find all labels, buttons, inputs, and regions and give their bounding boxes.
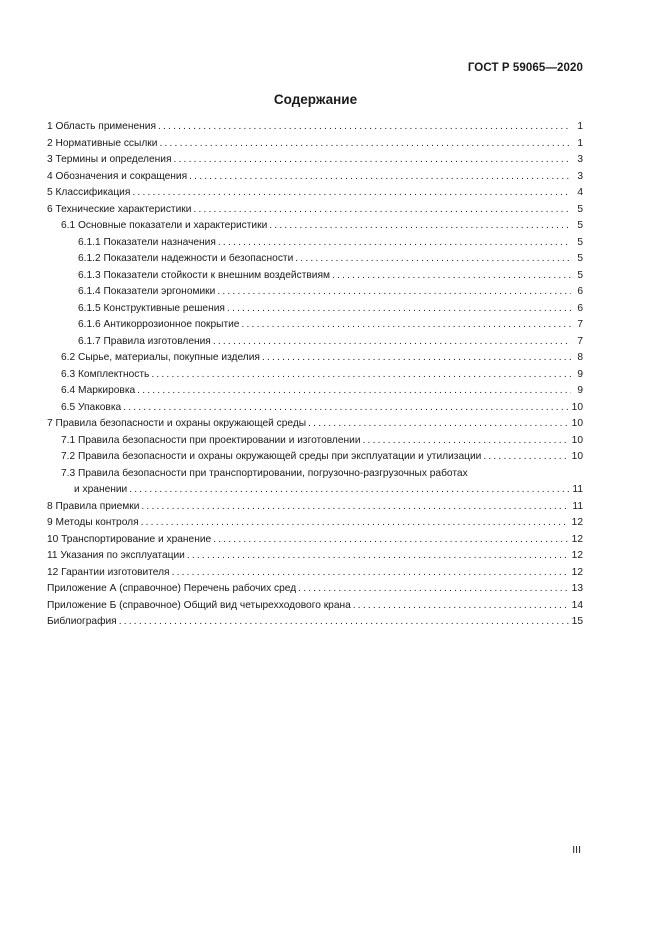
toc-entry-page: 15	[571, 616, 583, 627]
toc-entry-page: 10	[571, 451, 583, 462]
toc-entry-bibliography[interactable]	[47, 614, 583, 631]
toc-entry-6-1-6[interactable]	[47, 317, 583, 334]
toc-dot-leader	[298, 581, 568, 598]
toc-entry-label: 6.1 Основные показатели и характеристики	[61, 220, 268, 231]
toc-entry-page: 11	[572, 500, 583, 512]
toc-dot-leader	[189, 169, 571, 186]
toc-title: Содержание	[273, 92, 358, 107]
toc-entry-label: 8 Правила приемки	[47, 500, 140, 512]
toc-entry-page: 12	[571, 550, 583, 561]
toc-entry-label: 6.1.7 Правила изготовления	[78, 335, 211, 347]
toc-entry-appendix-b[interactable]	[47, 598, 583, 615]
toc-dot-leader	[262, 350, 571, 367]
toc-dot-leader	[119, 614, 569, 631]
toc-entry-page: 11	[572, 484, 583, 495]
toc-dot-leader	[187, 548, 569, 565]
toc-entry-6-1-5[interactable]	[47, 301, 583, 318]
toc-entry-6-1-4[interactable]	[47, 284, 583, 301]
toc-entry-page: 5	[577, 236, 583, 248]
toc-dot-leader	[308, 416, 569, 433]
toc-entry-label: 6.4 Маркировка	[61, 385, 136, 396]
toc-entry-10[interactable]	[47, 532, 583, 549]
toc-entry-6-1[interactable]	[47, 218, 583, 235]
toc-dot-leader	[123, 400, 568, 417]
toc-dot-leader	[141, 515, 569, 532]
toc-entry-7[interactable]	[47, 416, 583, 433]
toc-entry-label: Приложение А (справочное) Перечень рабочих сред	[47, 583, 297, 594]
toc-entry-6-1-7[interactable]	[47, 334, 583, 351]
toc-entry-page: 10	[571, 401, 583, 413]
toc-entry-12[interactable]	[47, 565, 583, 582]
toc-entry-page: 4	[577, 187, 583, 198]
toc-dot-leader	[332, 268, 571, 285]
toc-entry-4[interactable]	[47, 169, 583, 186]
toc-entry-label: 6.1.1 Показатели назначения	[78, 236, 216, 248]
toc-dot-leader	[218, 235, 571, 252]
toc-dot-leader	[353, 598, 569, 615]
toc-entry-page: 8	[577, 352, 583, 363]
toc-dot-leader	[173, 152, 571, 169]
toc-dot-leader	[158, 119, 571, 136]
toc-entry-page: 12	[571, 517, 583, 528]
toc-entry-label: 6.1.4 Показатели эргономики	[78, 286, 216, 297]
toc-dot-leader	[217, 284, 571, 301]
toc-entry-page: 6	[577, 286, 583, 297]
toc-entry-label: 6.1.3 Показатели стойкости к внешним воздействиям	[78, 269, 330, 281]
toc-dot-leader	[159, 136, 571, 153]
toc-entry-page: 7	[577, 335, 583, 347]
toc-entry-label: 6.1.2 Показатели надежности и безопасности	[78, 253, 294, 264]
toc-entry-11[interactable]	[47, 548, 583, 565]
toc-entry-label: 7.1 Правила безопасности при проектировании и изготовлении	[61, 434, 361, 446]
toc-entry-1[interactable]	[47, 119, 583, 136]
toc-entry-2[interactable]	[47, 136, 583, 153]
toc-entry-page: 3	[577, 170, 583, 182]
toc-entry-page: 13	[571, 583, 583, 594]
toc-dot-leader	[363, 433, 569, 450]
toc-entry-label: 6.1.6 Антикоррозионное покрытие	[78, 319, 240, 330]
toc-entry-6[interactable]	[47, 202, 583, 219]
toc-entry-label: 7.3 Правила безопасности при транспортировании, погрузочно-разгрузочных работах	[61, 467, 468, 479]
toc-entry-5[interactable]	[47, 185, 583, 202]
toc-dot-leader	[483, 449, 568, 466]
table-of-contents	[47, 119, 583, 631]
toc-entry-6-2[interactable]	[47, 350, 583, 367]
toc-entry-6-5[interactable]	[47, 400, 583, 417]
toc-dot-leader	[151, 367, 571, 384]
toc-entry-label: 6.2 Сырье, материалы, покупные изделия	[61, 352, 260, 363]
toc-entry-6-4[interactable]	[47, 383, 583, 400]
toc-entry-8[interactable]	[47, 499, 583, 516]
toc-dot-leader	[129, 482, 569, 499]
toc-entry-7-3[interactable]	[47, 466, 583, 499]
toc-entry-label: 6.1.5 Конструктивные решения	[78, 302, 225, 314]
toc-entry-label: 6 Технические характеристики	[47, 203, 192, 215]
toc-dot-leader	[132, 185, 571, 202]
toc-entry-label: 11 Указания по эксплуатации	[47, 550, 185, 561]
toc-dot-leader	[172, 565, 569, 582]
toc-entry-page: 5	[577, 220, 583, 231]
toc-entry-label: 3 Термины и определения	[47, 154, 172, 165]
toc-entry-page: 6	[577, 302, 583, 314]
toc-entry-label: 7.2 Правила безопасности и охраны окружающей среды при эксплуатации и утилизации	[61, 451, 482, 462]
toc-dot-leader	[213, 532, 568, 549]
toc-entry-9[interactable]	[47, 515, 583, 532]
toc-entry-label: 6.5 Упаковка	[61, 401, 122, 413]
toc-entry-label: 7 Правила безопасности и охраны окружающей среды	[47, 418, 307, 429]
toc-entry-label: 4 Обозначения и сокращения	[47, 170, 188, 182]
toc-entry-page: 12	[571, 566, 583, 578]
toc-dot-leader	[213, 334, 571, 351]
toc-dot-leader	[227, 301, 571, 318]
toc-entry-3[interactable]	[47, 152, 583, 169]
toc-entry-page: 7	[577, 319, 583, 330]
toc-dot-leader	[269, 218, 571, 235]
toc-entry-page: 3	[577, 154, 583, 165]
toc-entry-label: 1 Область применения	[47, 121, 156, 132]
page-number: III	[572, 844, 581, 856]
toc-entry-label: Библиография	[47, 616, 117, 627]
toc-entry-page: 10	[571, 434, 583, 446]
toc-entry-page: 1	[577, 137, 583, 149]
toc-entry-page: 5	[577, 203, 583, 215]
toc-entry-page: 12	[571, 533, 583, 545]
toc-entry-6-1-2[interactable]	[47, 251, 583, 268]
toc-dot-leader	[241, 317, 571, 334]
toc-entry-page: 9	[577, 368, 583, 380]
toc-entry-6-3[interactable]	[47, 367, 583, 384]
toc-dot-leader	[295, 251, 571, 268]
toc-dot-leader	[137, 383, 571, 400]
toc-entry-page: 14	[571, 599, 583, 611]
toc-entry-page: 9	[577, 385, 583, 396]
toc-entry-page: 1	[577, 121, 583, 132]
toc-entry-label: Приложение Б (справочное) Общий вид четырехходового крана	[47, 599, 351, 611]
toc-entry-7-2[interactable]	[47, 449, 583, 466]
toc-entry-6-1-1[interactable]	[47, 235, 583, 252]
toc-dot-leader	[193, 202, 571, 219]
toc-entry-label: 9 Методы контроля	[47, 517, 139, 528]
toc-entry-7-1[interactable]	[47, 433, 583, 450]
toc-entry-appendix-a[interactable]	[47, 581, 583, 598]
toc-entry-label: 6.3 Комплектность	[61, 368, 150, 380]
toc-entry-label-continuation: и хранении	[74, 484, 128, 495]
toc-entry-label: 5 Классификация	[47, 187, 131, 198]
toc-entry-page: 10	[571, 418, 583, 429]
toc-entry-label: 10 Транспортирование и хранение	[47, 533, 212, 545]
toc-entry-page: 5	[577, 253, 583, 264]
toc-entry-page: 5	[577, 269, 583, 281]
toc-entry-6-1-3[interactable]	[47, 268, 583, 285]
toc-entry-label: 12 Гарантии изготовителя	[47, 566, 170, 578]
toc-dot-leader	[141, 499, 569, 516]
toc-entry-label: 2 Нормативные ссылки	[47, 137, 158, 149]
document-code: ГОСТ Р 59065—2020	[467, 62, 583, 74]
